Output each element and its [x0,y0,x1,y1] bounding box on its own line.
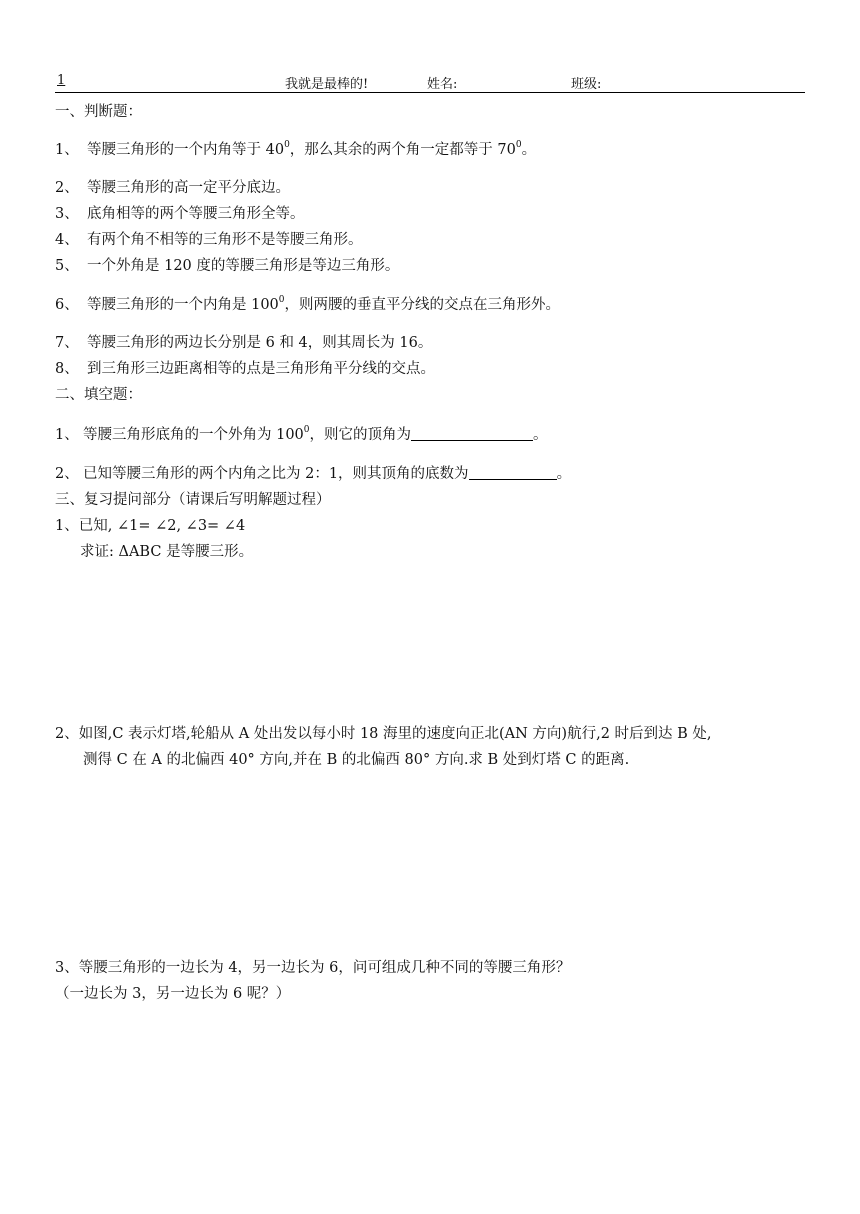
judge-item-4: 4、 有两个角不相等的三角形不是等腰三角形。 [55,232,363,248]
judge-item-7: 7、 等腰三角形的两边长分别是 6 和 4，则其周长为 16。 [55,335,433,351]
class-label: 班级: [571,77,602,92]
fill-item-1: 1、 等腰三角形底角的一个外角为 $100^0$，则它的顶角为 。 [55,425,548,443]
judge-item-5: 5、 一个外角是 120 度的等腰三角形是等边三角形。 [55,258,400,274]
answer-blank[interactable] [411,426,533,441]
judge-item-2: 2、 等腰三角形的高一定平分底边。 [55,180,290,196]
answer-blank[interactable] [469,465,557,480]
review-q1-prove: 求证: ΔABC 是等腰三形。 [80,544,254,560]
section3-title: 三、复习提问部分（请课后写明解题过程） [55,492,331,508]
judge-item-3: 3、 底角相等的两个等腰三角形全等。 [55,206,305,222]
page-header [55,72,805,93]
review-q3-line1: 3、等腰三角形的一边长为 4，另一边长为 6，问可组成几种不同的等腰三角形？ [55,960,571,976]
fill-item-2: 2、 已知等腰三角形的两个内角之比为 2：1，则其顶角的底数为 。 [55,466,572,482]
judge-item-6: 6、 等腰三角形的一个内角是 $100^0$，则两腰的垂直平分线的交点在三角形外。 [55,295,561,313]
judge-item-8: 8、 到三角形三边距离相等的点是三角形角平分线的交点。 [55,361,435,377]
header-motto: 我就是最棒的! [285,77,369,92]
page-number: 1 [57,73,66,88]
review-q1-given: 1、已知, ∠1= ∠2, ∠3= ∠4 [55,518,246,534]
judge-item-1: 1、 等腰三角形的一个内角等于 $40^0$，那么其余的两个角一定都等于 $70^0$。 [55,140,537,158]
section2-title: 二、填空题： [55,387,142,403]
review-q2-line2: 测得 C 在 A 的北偏西 40° 方向,并在 B 的北偏西 80° 方向.求 B 处到灯塔 C 的距离. [83,752,630,768]
review-q3-line2: （一边长为 3，另一边长为 6 呢？） [55,986,291,1002]
review-q2-line1: 2、如图,C 表示灯塔,轮船从 A 处出发以每小时 18 海里的速度向正北(AN 方向)航行,2 时后到达 B 处, [55,726,712,742]
section1-title: 一、判断题： [55,104,142,120]
name-label: 姓名: [427,77,458,92]
